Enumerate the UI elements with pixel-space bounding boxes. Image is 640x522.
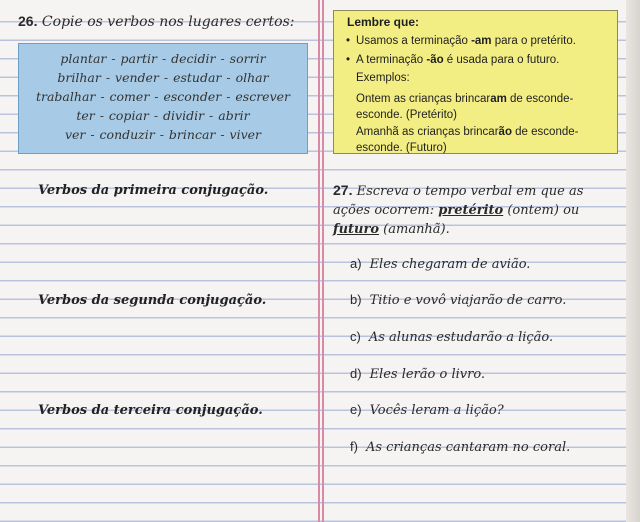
- exercise-item: [350, 329, 553, 345]
- instruction-text: Escreva o tempo verbal em que as ações ocorrem:: [333, 184, 584, 218]
- keyword-preterito: pretérito: [438, 203, 504, 218]
- heading-second-conjugation: Verbos da segunda conjugação.: [38, 293, 267, 308]
- instruction-text: Copie os verbos nos lugares certos:: [41, 14, 295, 30]
- exercise-item: [350, 256, 530, 272]
- item-sentence: As crianças cantaram no coral.: [365, 440, 571, 455]
- item-label: a): [350, 256, 362, 271]
- verb-row: brilhar - vender - estudar - olhar: [57, 70, 269, 85]
- page-margin-line: [322, 0, 324, 522]
- verb-row: ver - conduzir - brincar - viver: [64, 127, 262, 142]
- exercise-number: 26.: [18, 13, 38, 29]
- page-edge: [626, 0, 640, 522]
- example-text: de esconde-esconde. (Pretérito): [356, 93, 574, 121]
- example-sentence: [356, 124, 614, 156]
- reminder-bullet: [346, 54, 559, 66]
- verb-row: plantar - partir - decidir - sorrir: [60, 51, 266, 66]
- instruction-text: (amanhã).: [379, 222, 450, 237]
- item-label: c): [350, 329, 361, 344]
- item-label: b): [350, 292, 362, 307]
- item-sentence: Titio e vovô viajarão de carro.: [369, 293, 567, 308]
- bullet-text: A terminação: [356, 54, 427, 66]
- verb-row: trabalhar - comer - esconder - escrever: [35, 89, 291, 104]
- verb-row: ter - copiar - dividir - abrir: [76, 108, 250, 123]
- exercise-item: [350, 439, 570, 455]
- bullet-text: para o pretérito.: [491, 35, 576, 47]
- exercise-item: [350, 292, 566, 308]
- reminder-card: [333, 10, 618, 154]
- example-text: Ontem as crianças brincar: [356, 93, 491, 105]
- examples-label: Exemplos:: [356, 72, 410, 84]
- exercise-26-instruction: [18, 13, 294, 30]
- verb-list-box: [18, 43, 308, 154]
- instruction-text: (ontem) ou: [503, 203, 580, 218]
- exercise-27-instruction: [333, 181, 618, 239]
- exercise-number: 27.: [333, 182, 353, 198]
- example-sentence: [356, 91, 614, 123]
- example-ending: ão: [498, 126, 512, 138]
- item-sentence: Eles lerão o livro.: [369, 367, 486, 382]
- keyword-futuro: futuro: [333, 222, 380, 237]
- exercise-item: [350, 366, 485, 382]
- exercise-item: [350, 402, 504, 418]
- heading-third-conjugation: Verbos da terceira conjugação.: [38, 403, 263, 418]
- bullet-text: Usamos a terminação: [356, 35, 472, 47]
- item-sentence: As alunas estudarão a lição.: [368, 330, 554, 345]
- item-label: d): [350, 366, 362, 381]
- item-label: e): [350, 402, 362, 417]
- example-ending: am: [490, 93, 507, 105]
- heading-first-conjugation: Verbos da primeira conjugação.: [38, 183, 269, 198]
- item-sentence: Eles chegaram de avião.: [369, 257, 531, 272]
- reminder-title: Lembre que:: [347, 15, 420, 29]
- item-sentence: Vocês leram a lição?: [369, 403, 504, 418]
- page-margin-line: [318, 0, 320, 522]
- bullet-text: é usada para o futuro.: [443, 54, 560, 66]
- example-text: de esconde-esconde. (Futuro): [356, 126, 579, 154]
- example-text: Amanhã as crianças brincar: [356, 126, 499, 138]
- bullet-ending: -am: [471, 35, 492, 47]
- item-label: f): [350, 439, 358, 454]
- bullet-ending: -ão: [426, 54, 444, 66]
- reminder-bullet: [346, 35, 576, 47]
